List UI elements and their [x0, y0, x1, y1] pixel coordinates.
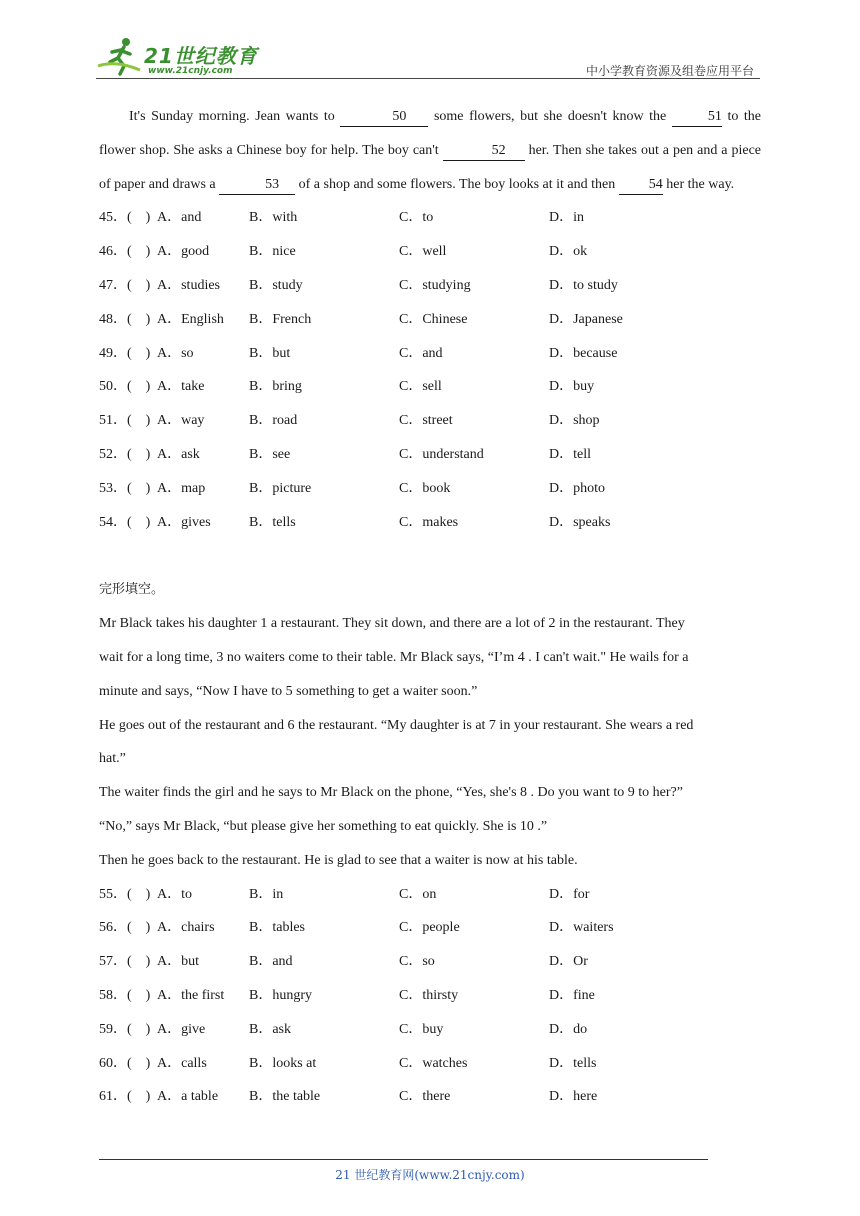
- option-b: B．tells: [249, 514, 296, 530]
- option-d: D．do: [549, 1021, 588, 1037]
- option-c: C．people: [399, 920, 460, 936]
- question-row: [99, 337, 761, 371]
- question-number: 46．( ): [99, 244, 151, 260]
- site-logo: [96, 36, 266, 78]
- option-a: A．map: [157, 480, 206, 496]
- question-row: [99, 235, 761, 269]
- passage-text: some flowers, but she doesn't know the: [433, 109, 667, 124]
- question-number: 47．( ): [99, 277, 151, 293]
- option-c: C．watches: [399, 1055, 468, 1071]
- passage-2: [99, 607, 761, 877]
- option-d: D．Japanese: [549, 311, 623, 327]
- question-row: [99, 911, 761, 945]
- option-c: C．buy: [399, 1021, 444, 1037]
- question-number: 56．( ): [99, 920, 151, 936]
- page-header: [96, 30, 760, 80]
- option-c: C．there: [399, 1089, 451, 1105]
- question-row: [99, 201, 761, 235]
- option-b: B．the table: [249, 1089, 321, 1105]
- passage-line: wait for a long time, 3 no waiters come to their table. Mr Black says, “I’m 4 . I can't wait." He wails for a: [99, 649, 689, 665]
- question-row: [99, 303, 761, 337]
- option-b: B．ask: [249, 1021, 291, 1037]
- passage-line: minute and says, “Now I have to 5 something to get a waiter soon.”: [99, 683, 478, 699]
- passage-line: Then he goes back to the restaurant. He is glad to see that a waiter is now at his table.: [99, 852, 578, 868]
- option-d: D．buy: [549, 379, 595, 395]
- option-c: C．well: [399, 244, 447, 260]
- question-number: 60．( ): [99, 1055, 151, 1071]
- option-b: B．road: [249, 413, 298, 429]
- runner-icon: [96, 36, 144, 76]
- question-row: [99, 472, 761, 506]
- blank-53: 53: [219, 176, 295, 195]
- option-b: B．bring: [249, 379, 302, 395]
- option-a: A．but: [157, 954, 199, 970]
- option-b: B．but: [249, 345, 291, 361]
- option-b: B．see: [249, 446, 291, 462]
- option-a: A．so: [157, 345, 194, 361]
- option-a: A．to: [157, 886, 192, 902]
- question-number: 49．( ): [99, 345, 151, 361]
- passage-line: Mr Black takes his daughter 1 a restaurant. They sit down, and there are a lot of 2 in the restaurant. They: [99, 616, 685, 632]
- option-a: A．chairs: [157, 920, 215, 936]
- question-row: [99, 1080, 761, 1114]
- header-divider: [96, 78, 760, 79]
- question-number: 50．( ): [99, 379, 151, 395]
- passage-line: He goes out of the restaurant and 6 the restaurant. “My daughter is at 7 in your restaurant. She wears a red: [99, 717, 694, 733]
- question-number: 45．( ): [99, 210, 151, 226]
- question-number: 58．( ): [99, 987, 151, 1003]
- logo-text: 21世纪教育: [144, 44, 258, 68]
- option-a: A．English: [157, 311, 224, 327]
- passage-line: The waiter finds the girl and he says to Mr Black on the phone, “Yes, she's 8 . Do you want to 9 to her?”: [99, 785, 683, 801]
- option-d: D．photo: [549, 480, 605, 496]
- option-b: B．French: [249, 311, 312, 327]
- option-c: C．book: [399, 480, 451, 496]
- question-number: 61．( ): [99, 1089, 151, 1105]
- option-a: A．take: [157, 379, 205, 395]
- option-a: A．and: [157, 210, 202, 226]
- question-number: 55．( ): [99, 886, 151, 902]
- option-c: C．studying: [399, 277, 471, 293]
- option-a: A．ask: [157, 446, 200, 462]
- question-number: 57．( ): [99, 954, 151, 970]
- option-b: B．and: [249, 954, 293, 970]
- passage-text: her the way.: [666, 176, 735, 192]
- option-d: D．shop: [549, 413, 600, 429]
- option-c: C．makes: [399, 514, 459, 530]
- footer-text: 21 世纪教育网(www.21cnjy.com): [335, 1168, 525, 1182]
- passage-line: hat.”: [99, 751, 126, 767]
- question-row: [99, 878, 761, 912]
- question-row: [99, 506, 761, 540]
- option-c: C．Chinese: [399, 311, 468, 327]
- question-number: 59．( ): [99, 1021, 151, 1037]
- option-b: B．looks at: [249, 1055, 317, 1071]
- header-platform-text: 中小学教育资源及组卷应用平台: [585, 64, 754, 78]
- option-d: D．in: [549, 210, 584, 226]
- option-d: D．here: [549, 1089, 598, 1105]
- option-c: C．on: [399, 886, 437, 902]
- passage-1: [99, 100, 761, 201]
- question-list-1: [99, 201, 761, 539]
- question-row: [99, 1013, 761, 1047]
- option-a: A．gives: [157, 514, 211, 530]
- option-c: C．street: [399, 413, 453, 429]
- option-b: B．nice: [249, 244, 296, 260]
- document-body: [99, 100, 761, 1114]
- question-number: 52．( ): [99, 446, 151, 462]
- option-a: A．good: [157, 244, 210, 260]
- option-d: D．for: [549, 886, 590, 902]
- passage-text: of a shop and some flowers. The boy looks at it and then: [298, 176, 616, 192]
- question-number: 51．( ): [99, 413, 151, 429]
- option-a: A．studies: [157, 277, 220, 293]
- option-a: A．way: [157, 413, 205, 429]
- blank-54: 54: [619, 176, 663, 195]
- option-d: D．speaks: [549, 514, 611, 530]
- option-b: B．in: [249, 886, 284, 902]
- option-b: B．picture: [249, 480, 312, 496]
- option-d: D．fine: [549, 987, 595, 1003]
- footer-divider: [99, 1159, 708, 1160]
- question-row: [99, 945, 761, 979]
- option-d: D．because: [549, 345, 618, 361]
- option-d: D．ok: [549, 244, 588, 260]
- question-row: [99, 1047, 761, 1081]
- question-row: [99, 404, 761, 438]
- option-d: D．Or: [549, 954, 588, 970]
- option-b: B．study: [249, 277, 303, 293]
- option-c: C．understand: [399, 446, 484, 462]
- option-b: B．tables: [249, 920, 305, 936]
- blank-51: 51: [672, 108, 722, 127]
- option-a: A．the first: [157, 987, 225, 1003]
- logo-url: www.21cnjy.com: [148, 66, 233, 76]
- question-row: [99, 370, 761, 404]
- question-number: 48．( ): [99, 311, 151, 327]
- passage-text: It's Sunday morning. Jean wants to: [129, 109, 335, 124]
- option-c: C．sell: [399, 379, 442, 395]
- passage-text: to the flower shop. She asks a Chinese boy for help. The boy can't: [99, 109, 762, 158]
- option-d: D．tells: [549, 1055, 597, 1071]
- passage-line: “No,” says Mr Black, “but please give her something to eat quickly. She is 10 .”: [99, 818, 548, 834]
- blank-50: 50: [340, 108, 428, 127]
- blank-52: 52: [443, 142, 525, 161]
- section-title: 完形填空。: [99, 582, 165, 598]
- option-a: A．give: [157, 1021, 206, 1037]
- passage-text: her. Then she takes out a pen and a piece of paper and draws a: [99, 142, 761, 192]
- option-d: D．waiters: [549, 920, 614, 936]
- option-a: A．a table: [157, 1089, 219, 1105]
- option-a: A．calls: [157, 1055, 207, 1071]
- option-c: C．so: [399, 954, 435, 970]
- option-c: C．to: [399, 210, 434, 226]
- option-c: C．thirsty: [399, 987, 459, 1003]
- question-row: [99, 269, 761, 303]
- option-d: D．to study: [549, 277, 618, 293]
- question-row: [99, 979, 761, 1013]
- question-number: 54．( ): [99, 514, 151, 530]
- question-row: [99, 438, 761, 472]
- option-d: D．tell: [549, 446, 591, 462]
- option-b: B．hungry: [249, 987, 312, 1003]
- option-b: B．with: [249, 210, 298, 226]
- question-number: 53．( ): [99, 480, 151, 496]
- option-c: C．and: [399, 345, 443, 361]
- question-list-2: [99, 878, 761, 1115]
